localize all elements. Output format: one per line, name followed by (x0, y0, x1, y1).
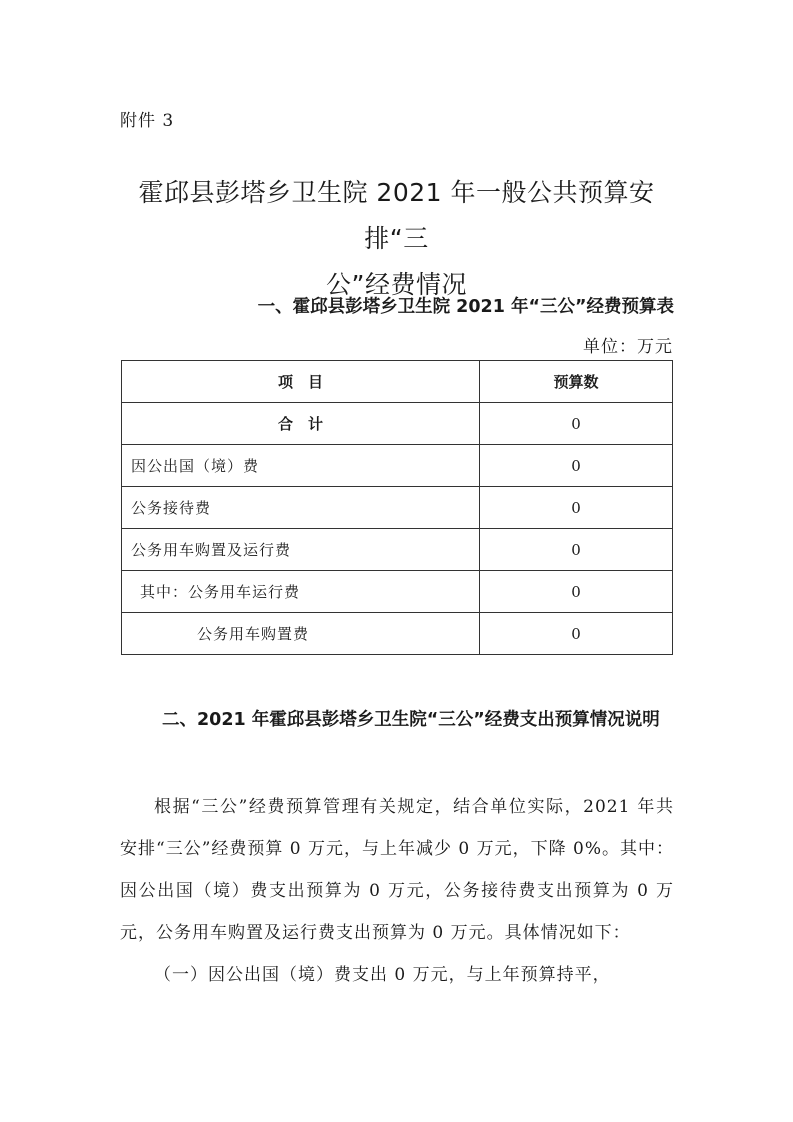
row-value: 0 (480, 529, 673, 571)
unit-label: 单位：万元 (583, 337, 673, 357)
row-label: 公务用车购置及运行费 (122, 529, 480, 571)
paragraph-1: 根据“三公”经费预算管理有关规定，结合单位实际，2021 年共安排“三公”经费预算 0 万元，与上年减少 0 万元，下降 0%。其中：因公出国（境）费支出预算为 0 万元，公务接待费支出预算为 0 万元，公务用车购置及运行费支出预算为 0 万元。具体情况如下： (120, 797, 675, 943)
attachment-label: 附件 3 (120, 111, 175, 131)
document-title (110, 170, 683, 308)
row-value: 0 (480, 571, 673, 613)
row-label: 公务接待费 (122, 487, 480, 529)
row-value: 0 (480, 445, 673, 487)
table-row (122, 403, 673, 445)
body-text (120, 786, 674, 996)
header-value: 预算数 (480, 361, 673, 403)
title-line-1: 霍邱县彭塔乡卫生院 2021 年一般公共预算安排“三 (138, 178, 655, 253)
table-row (122, 445, 673, 487)
row-label-total: 合 计 (122, 403, 480, 445)
table-row (122, 487, 673, 529)
budget-table (121, 360, 673, 655)
paragraph-2: （一）因公出国（境）费支出 0 万元，与上年预算持平， (154, 965, 611, 985)
table-row (122, 529, 673, 571)
table-row (122, 571, 673, 613)
row-value: 0 (480, 613, 673, 655)
title-line-2: 公”经费情况 (326, 270, 467, 299)
section2-heading: 二、2021 年霍邱县彭塔乡卫生院“三公”经费支出预算情况说明 (162, 710, 660, 730)
row-label: 公务用车购置费 (122, 613, 480, 655)
section1-heading: 一、霍邱县彭塔乡卫生院 2021 年“三公”经费预算表 (257, 297, 674, 317)
row-label: 因公出国（境）费 (122, 445, 480, 487)
row-label: 其中：公务用车运行费 (122, 571, 480, 613)
table-header-row (122, 361, 673, 403)
table-row (122, 613, 673, 655)
row-value: 0 (480, 403, 673, 445)
header-item: 项 目 (122, 361, 480, 403)
row-value: 0 (480, 487, 673, 529)
